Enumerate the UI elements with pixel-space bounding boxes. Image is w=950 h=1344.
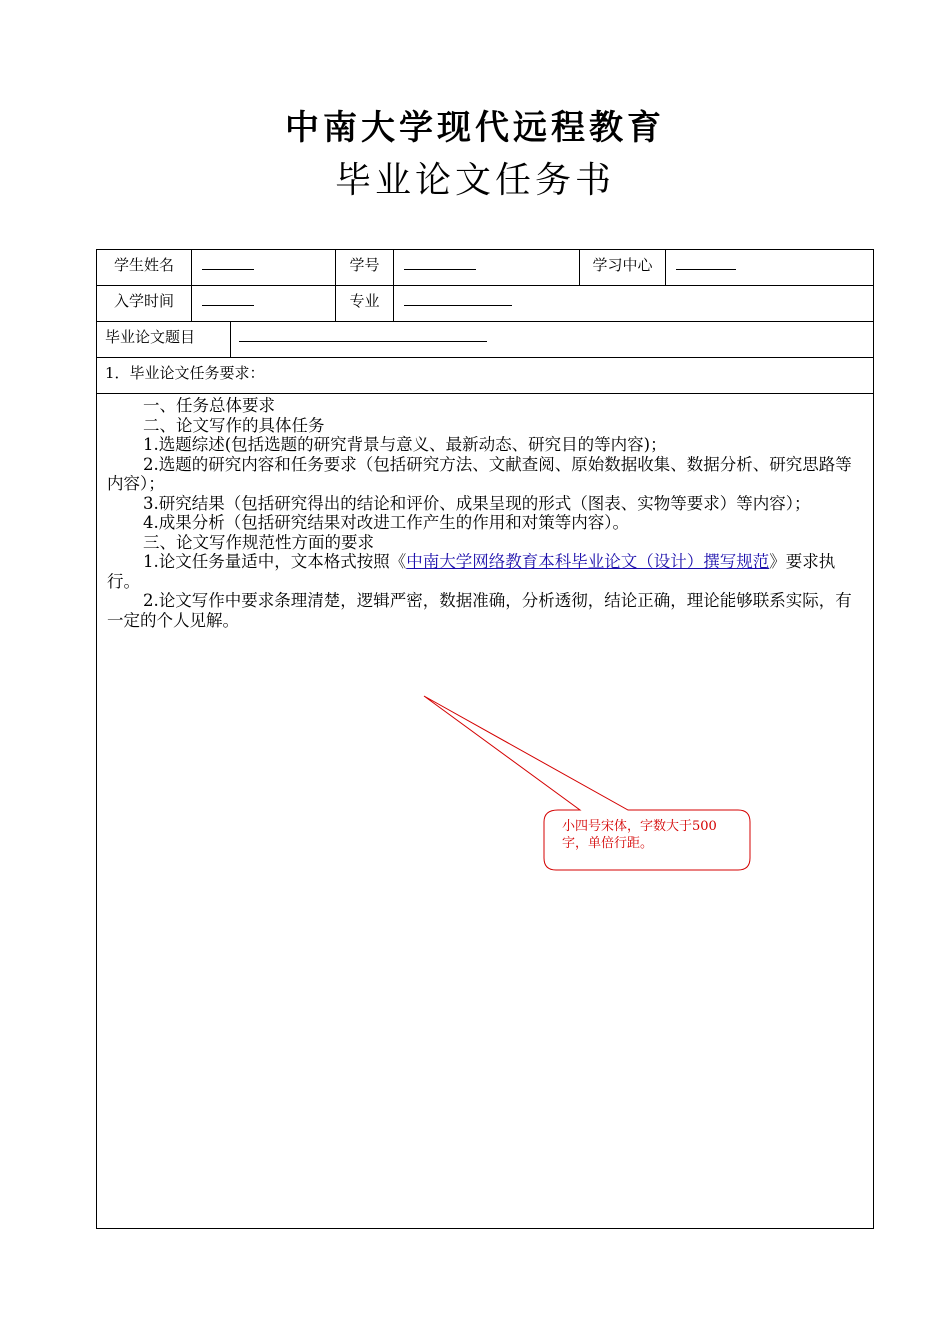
task-item-4: 4.成果分析（包括研究结果对改进工作产生的作用和对策等内容）。 <box>143 513 629 532</box>
student-name-label: 学生姓名 <box>113 256 174 274</box>
spec-item-2: 2.论文写作中要求条理清楚，逻辑严密，数据准确，分析透彻，结论正确，理论能够联系实际，有一定的个人见解。 <box>107 591 852 630</box>
section-2-heading: 二、论文写作的具体任务 <box>143 415 325 435</box>
title-university: 中南大学现代远程教育 <box>285 108 665 148</box>
thesis-title-label: 毕业论文题目 <box>105 328 196 346</box>
major-label: 专业 <box>335 286 393 321</box>
task-item-1: 1.选题综述(包括选题的研究背景与意义、最新动态、研究目的等内容)； <box>143 435 667 454</box>
task-requirements-label: 1．毕业论文任务要求： <box>105 364 265 382</box>
callout-text: 小四号宋体，字数大于500字，单倍行距。 <box>562 819 717 851</box>
spec-item-1-prefix: 1.论文任务量适中，文本格式按照《 <box>143 552 407 571</box>
spec-item-1-suffix: 》要求执行。 <box>107 552 836 591</box>
study-center-label: 学习中心 <box>579 250 665 285</box>
section-1-heading: 一、任务总体要求 <box>143 396 275 415</box>
task-item-2: 2.选题的研究内容和任务要求（包括研究方法、文献查阅、原始数据收集、数据分析、研究思路等内容）； <box>107 454 852 493</box>
writing-standard-link[interactable]: 中南大学网络教育本科毕业论文（设计）撰写规范 <box>406 552 770 571</box>
title-document: 毕业论文任务书 <box>334 160 615 201</box>
section-3-heading: 三、论文写作规范性方面的要求 <box>143 532 374 552</box>
task-item-3: 3.研究结果（包括研究得出的结论和评价、成果呈现的形式（图表、实物等要求）等内容）； <box>143 493 811 513</box>
enroll-time-label: 入学时间 <box>113 292 174 310</box>
student-id-label: 学号 <box>335 250 393 285</box>
